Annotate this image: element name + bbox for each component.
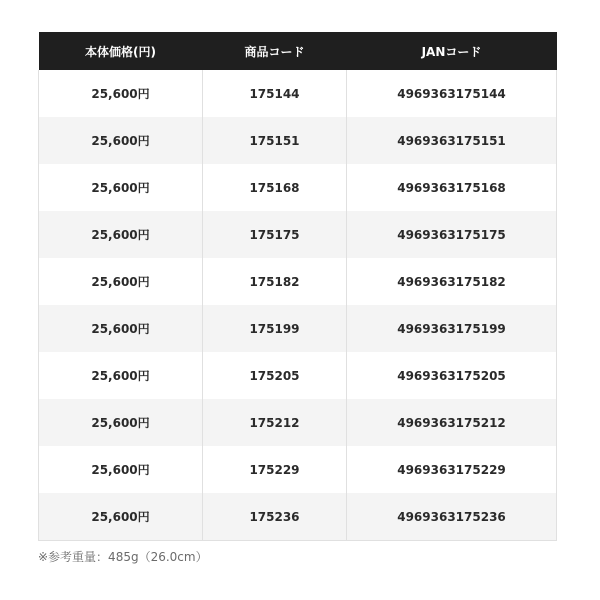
cell-price: 25,600円	[39, 352, 203, 399]
cell-product-code: 175236	[203, 493, 347, 541]
cell-product-code: 175144	[203, 70, 347, 117]
table-header	[39, 32, 557, 70]
cell-price: 25,600円	[39, 211, 203, 258]
cell-jan-code: 4969363175205	[347, 352, 557, 399]
cell-jan-code: 4969363175151	[347, 117, 557, 164]
table-body	[39, 70, 557, 541]
cell-product-code: 175212	[203, 399, 347, 446]
table-row	[39, 305, 557, 352]
cell-jan-code: 4969363175212	[347, 399, 557, 446]
header-row	[39, 32, 557, 70]
cell-product-code: 175175	[203, 211, 347, 258]
cell-price: 25,600円	[39, 493, 203, 541]
cell-product-code: 175151	[203, 117, 347, 164]
product-spec-table	[38, 32, 557, 541]
cell-price: 25,600円	[39, 117, 203, 164]
table-row	[39, 117, 557, 164]
table-row	[39, 164, 557, 211]
cell-jan-code: 4969363175229	[347, 446, 557, 493]
cell-price: 25,600円	[39, 305, 203, 352]
table-row	[39, 70, 557, 117]
cell-price: 25,600円	[39, 258, 203, 305]
cell-price: 25,600円	[39, 70, 203, 117]
header-product-code: 商品コード	[203, 32, 347, 70]
cell-jan-code: 4969363175144	[347, 70, 557, 117]
reference-weight-note: ※参考重量：485g（26.0cm）	[38, 550, 208, 564]
table-row	[39, 211, 557, 258]
header-jan-code: JANコード	[347, 32, 557, 70]
cell-jan-code: 4969363175175	[347, 211, 557, 258]
table-row	[39, 399, 557, 446]
cell-jan-code: 4969363175199	[347, 305, 557, 352]
cell-jan-code: 4969363175182	[347, 258, 557, 305]
table-row	[39, 493, 557, 541]
table-row	[39, 352, 557, 399]
cell-jan-code: 4969363175168	[347, 164, 557, 211]
cell-product-code: 175168	[203, 164, 347, 211]
cell-jan-code: 4969363175236	[347, 493, 557, 541]
cell-price: 25,600円	[39, 446, 203, 493]
cell-product-code: 175199	[203, 305, 347, 352]
cell-product-code: 175205	[203, 352, 347, 399]
cell-price: 25,600円	[39, 399, 203, 446]
cell-price: 25,600円	[39, 164, 203, 211]
table-row	[39, 258, 557, 305]
table-row	[39, 446, 557, 493]
cell-product-code: 175182	[203, 258, 347, 305]
cell-product-code: 175229	[203, 446, 347, 493]
header-price: 本体価格(円)	[39, 32, 203, 70]
